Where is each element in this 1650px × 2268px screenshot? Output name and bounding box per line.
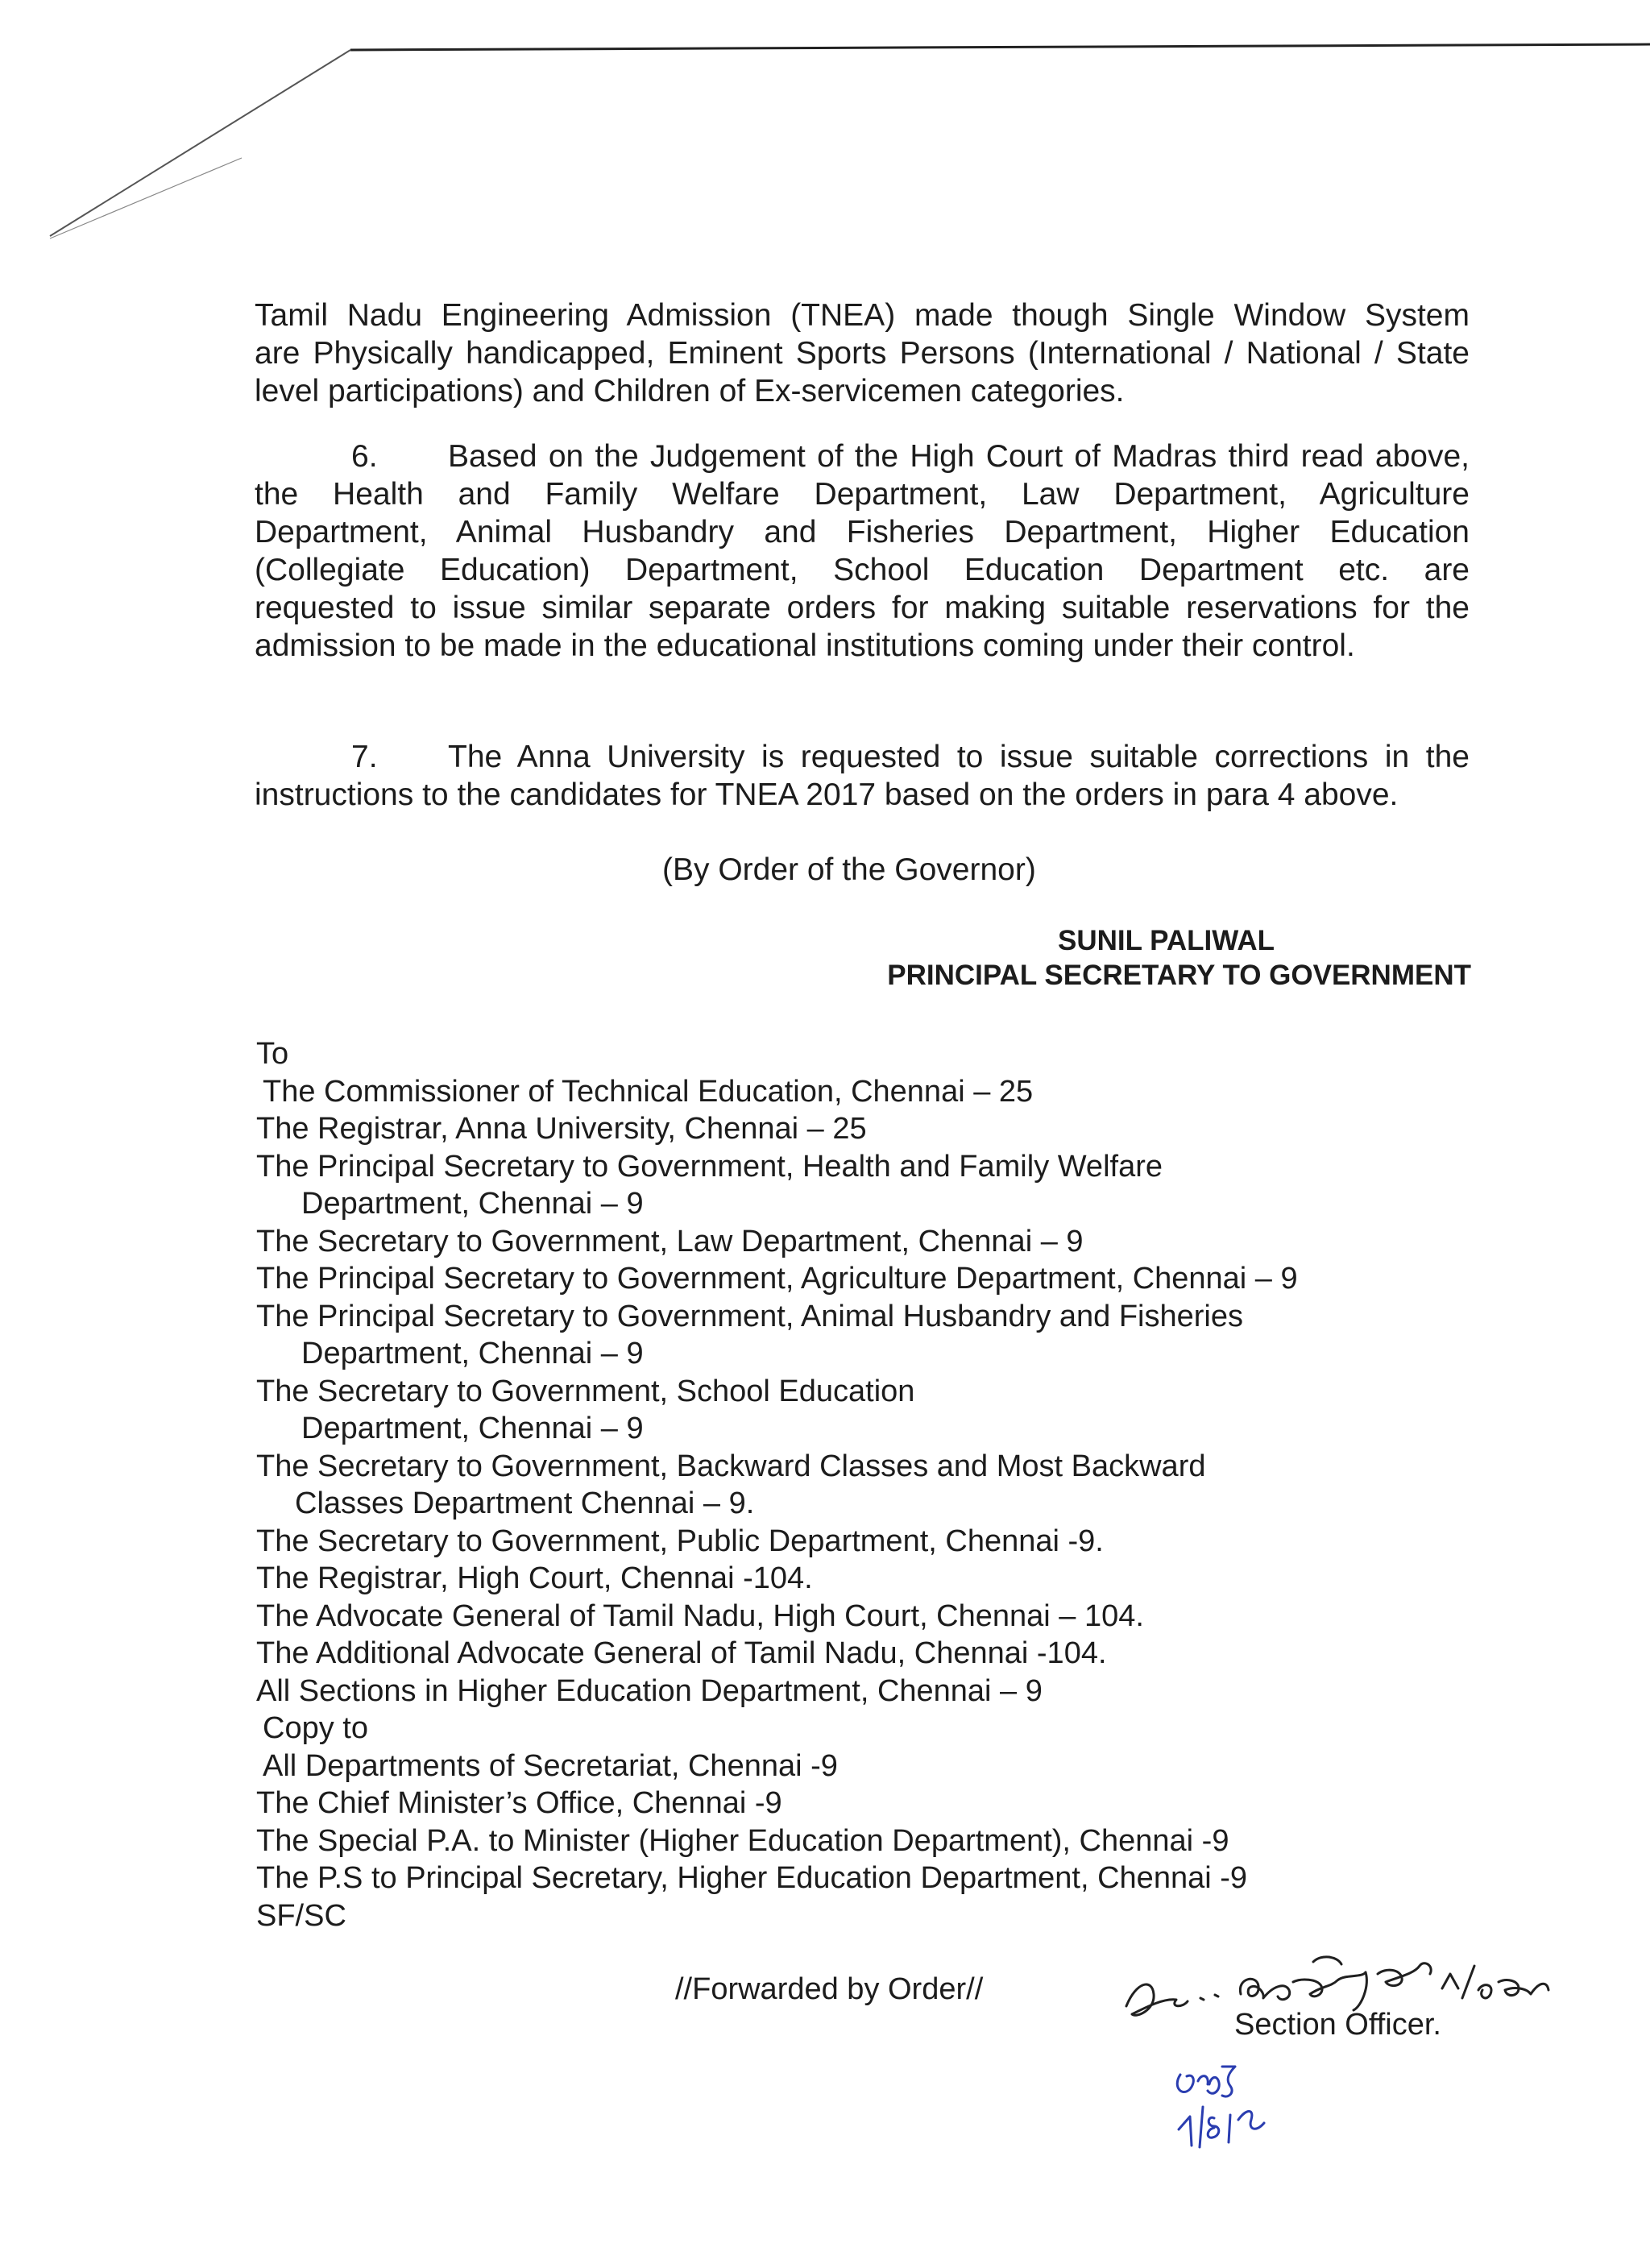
paragraph-number: 7.: [351, 740, 378, 774]
copy-to-label: Copy to: [263, 1711, 368, 1745]
recipient-line: The Registrar, Anna University, Chennai – 25: [256, 1112, 867, 1146]
recipient-line: All Sections in Higher Education Department, Chennai – 9: [256, 1673, 1043, 1708]
recipient-line: The Secretary to Government, Public Department, Chennai -9.: [256, 1524, 1104, 1558]
text-line: Tamil Nadu Engineering Admission (TNEA) made though Single Window System: [255, 298, 1470, 333]
forwarded-by-order: //Forwarded by Order//: [675, 1972, 984, 2006]
recipient-line: The Commissioner of Technical Education, Chennai – 25: [263, 1074, 1034, 1109]
text-segment: Based on the Judgement of the High Court of Madras third read above,: [448, 439, 1470, 474]
text-line: the Health and Family Welfare Department, Law Department, Agriculture: [255, 477, 1470, 512]
recipient-line: The Advocate General of Tamil Nadu, High Court, Chennai – 104.: [256, 1598, 1144, 1633]
text-line: admission to be made in the educational institutions coming under their control.: [255, 628, 1355, 663]
text-line: are Physically handicapped, Eminent Sports Persons (International / National / State: [255, 336, 1470, 371]
text-segment: The Anna University is requested to issue suitable corrections in the: [448, 740, 1470, 774]
distribution-list: [256, 1035, 1298, 1934]
handwritten-initials: [1172, 2059, 1293, 2151]
recipient-line: The Secretary to Government, Law Department, Chennai – 9: [256, 1224, 1084, 1258]
recipient-line: The Principal Secretary to Government, Agriculture Department, Chennai – 9: [256, 1262, 1298, 1296]
paragraph-7: [255, 738, 1470, 814]
recipient-line: The Secretary to Government, School Education: [256, 1374, 915, 1408]
text-line: Department, Animal Husbandry and Fisheries Department, Higher Education: [255, 515, 1470, 549]
by-order-line: (By Order of the Governor): [662, 852, 1036, 887]
copy-line: The P.S to Principal Secretary, Higher Education Department, Chennai -9: [256, 1861, 1248, 1895]
recipient-line: The Principal Secretary to Government, Health and Family Welfare: [256, 1149, 1163, 1184]
paragraph-number: 6.: [351, 439, 378, 474]
text-line: [255, 437, 1470, 475]
text-line: requested to issue similar separate orders for making suitable reservations for the: [255, 591, 1470, 625]
recipient-line: The Principal Secretary to Government, Animal Husbandry and Fisheries: [256, 1299, 1243, 1333]
recipient-line: The Additional Advocate General of Tamil Nadu, Chennai -104.: [256, 1636, 1107, 1670]
text-line: (Collegiate Education) Department, School Education Department etc. are: [255, 553, 1470, 587]
text-line: instructions to the candidates for TNEA 2017 based on the orders in para 4 above.: [255, 777, 1399, 812]
to-label: To: [256, 1037, 289, 1071]
copy-line: The Chief Minister’s Office, Chennai -9: [256, 1786, 782, 1820]
recipient-line: Classes Department Chennai – 9.: [295, 1486, 755, 1520]
file-reference: SF/SC: [256, 1898, 346, 1933]
recipient-line: Department, Chennai – 9: [301, 1187, 644, 1221]
recipient-line: Department, Chennai – 9: [301, 1412, 644, 1445]
recipient-line: The Secretary to Government, Backward Classes and Most Backward: [256, 1449, 1206, 1483]
recipient-line: Department, Chennai – 9: [301, 1337, 644, 1370]
signatory-name: SUNIL PALIWAL: [1058, 925, 1275, 956]
text-line: level participations) and Children of Ex-servicemen categories.: [255, 374, 1125, 408]
copy-line: The Special P.A. to Minister (Higher Education Department), Chennai -9: [256, 1823, 1229, 1858]
paragraph-6: [255, 437, 1470, 665]
recipient-line: The Registrar, High Court, Chennai -104.: [256, 1561, 813, 1595]
signatory-title: PRINCIPAL SECRETARY TO GOVERNMENT: [887, 960, 1471, 991]
section-officer-label: Section Officer.: [1234, 2008, 1441, 2042]
intro-paragraph: [255, 296, 1470, 410]
text-line: [255, 738, 1470, 776]
scan-fold-edge: [0, 0, 1650, 258]
copy-line: All Departments of Secretariat, Chennai -9: [263, 1748, 838, 1783]
